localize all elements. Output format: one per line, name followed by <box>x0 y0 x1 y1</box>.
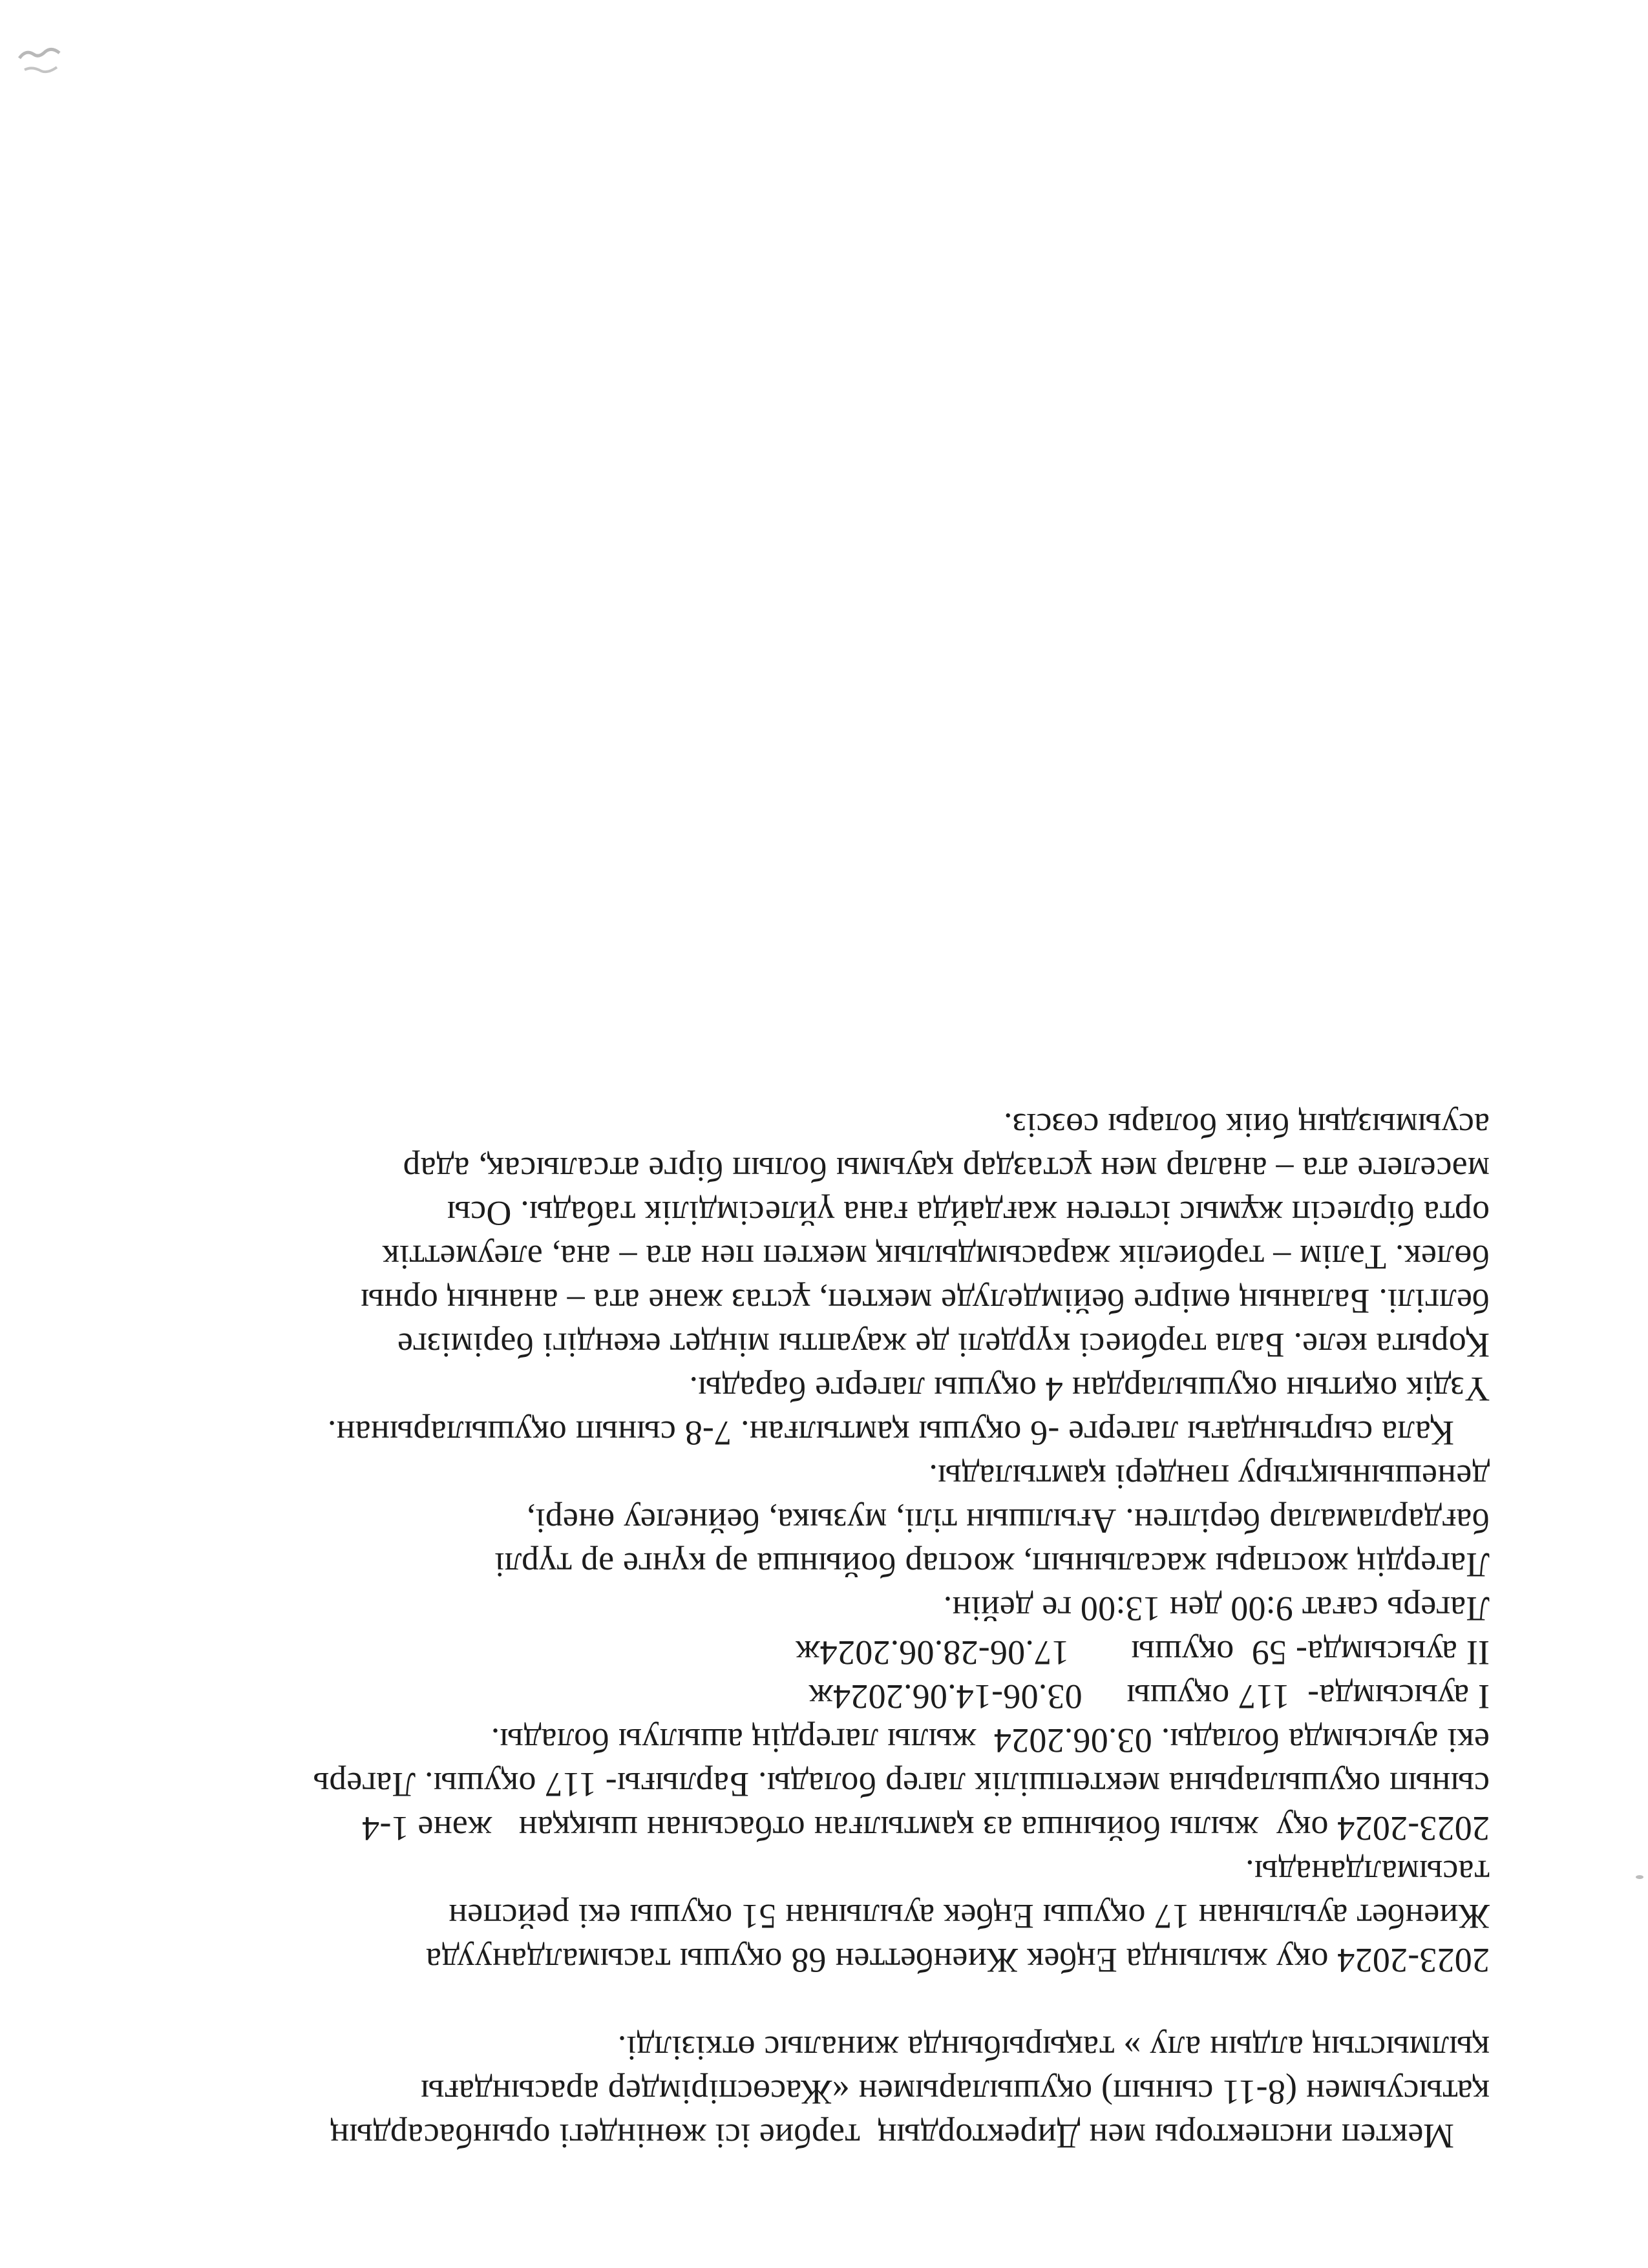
scan-smudge-mark <box>13 39 71 84</box>
paragraph-1-line-3: қылмыстың алдын алу » тақырыбында жиналыс өткізілді. <box>617 2029 1490 2068</box>
shift-1-line: I ауысымда- 117 оқушы 03.06-14.06.2024ж <box>808 1677 1490 1716</box>
conclusion-line-5: мәселеге ата – аналар мен ұстаздар қауымы болып бірге атсалысақ, адар <box>403 1150 1490 1189</box>
conclusion-line-2: белгілі. Баланың өмірге бейімделуде мектеп, ұстаз және ата – ананың орны <box>360 1282 1490 1321</box>
scan-speck-mark <box>1635 1874 1644 1880</box>
paragraph-4-line-1: Лагердің жоспары жасалынып, жоспар бойынша әр күнге әр түрлі <box>494 1546 1490 1584</box>
paragraph-5-line-1: Қала сыртындағы лагерге -6 оқушы қамтылған. 7-8 сынып оқушыларынан. <box>327 1414 1454 1453</box>
document-body <box>139 1104 1490 2158</box>
paragraph-1-line-1: Мектеп инспекторы мен Директордың тәрбие ісі жөніндегі орынбасардың <box>330 2117 1454 2156</box>
paragraph-2-line-2: Жиенбет ауылынан 17 оқушы Еңбек ауылынан 51 оқушы екі рейспен <box>448 1897 1490 1936</box>
paragraph-1-line-2: қатысуымен (8-11 сынып) оқушыларымен «Жасөспірімдер арасындағы <box>420 2073 1490 2112</box>
conclusion-line-6: асуымыздың биік болары сөзсіз. <box>1003 1106 1490 1145</box>
paragraph-3-line-1: 2023-2024 оқу жылы бойынша аз қамтылған отбасынан шыққан және 1-4 <box>362 1809 1490 1848</box>
paragraph-3-line-3: екі ауысымда болады. 03.06.2024 жылы лагердің ашылуы болады. <box>491 1721 1490 1760</box>
paragraph-2-line-3: тасымалданады. <box>1245 1853 1490 1892</box>
paragraph-4-line-2: бағдарламалар берілген. Ағылшын тілі, музыка, бейнелеу өнері, <box>526 1502 1490 1540</box>
camp-hours-line: Лагерь сағат 9:00 ден 13:00 ге дейін. <box>943 1590 1490 1628</box>
paragraph-4-line-3: денешынықтыру пәндері қамтылады. <box>929 1458 1490 1496</box>
paragraph-2-line-1: 2023-2024 оқу жылында Еңбек Жиенбеттен 68 оқушы тасымалданууда <box>425 1941 1490 1980</box>
paragraph-3-line-2: сынып оқушыларына мектепшілік лагер болады. Барлығы- 117 оқушы. Лагерь <box>313 1765 1490 1804</box>
conclusion-line-4: орта бірлесіп жұмыс істеген жағдайда ғана үйлесімділік табады. Осы <box>447 1194 1490 1233</box>
paragraph-5-line-2: Үздік оқитын оқушылардан 4 оқушы лагерге барады. <box>689 1370 1490 1409</box>
conclusion-line-1: Қорыта келе. Бала тәрбиесі күрделі де жауапты міндет екендігі бәрімізге <box>397 1326 1490 1365</box>
shift-2-line: II ауысымда- 59 оқушы 17.06-28.06.2024ж <box>796 1633 1490 1672</box>
conclusion-line-3: бөлек. Тәлім – тәрбиелік жарасымдылық мектеп пен ата – ана, әлеуметтік <box>382 1238 1490 1277</box>
